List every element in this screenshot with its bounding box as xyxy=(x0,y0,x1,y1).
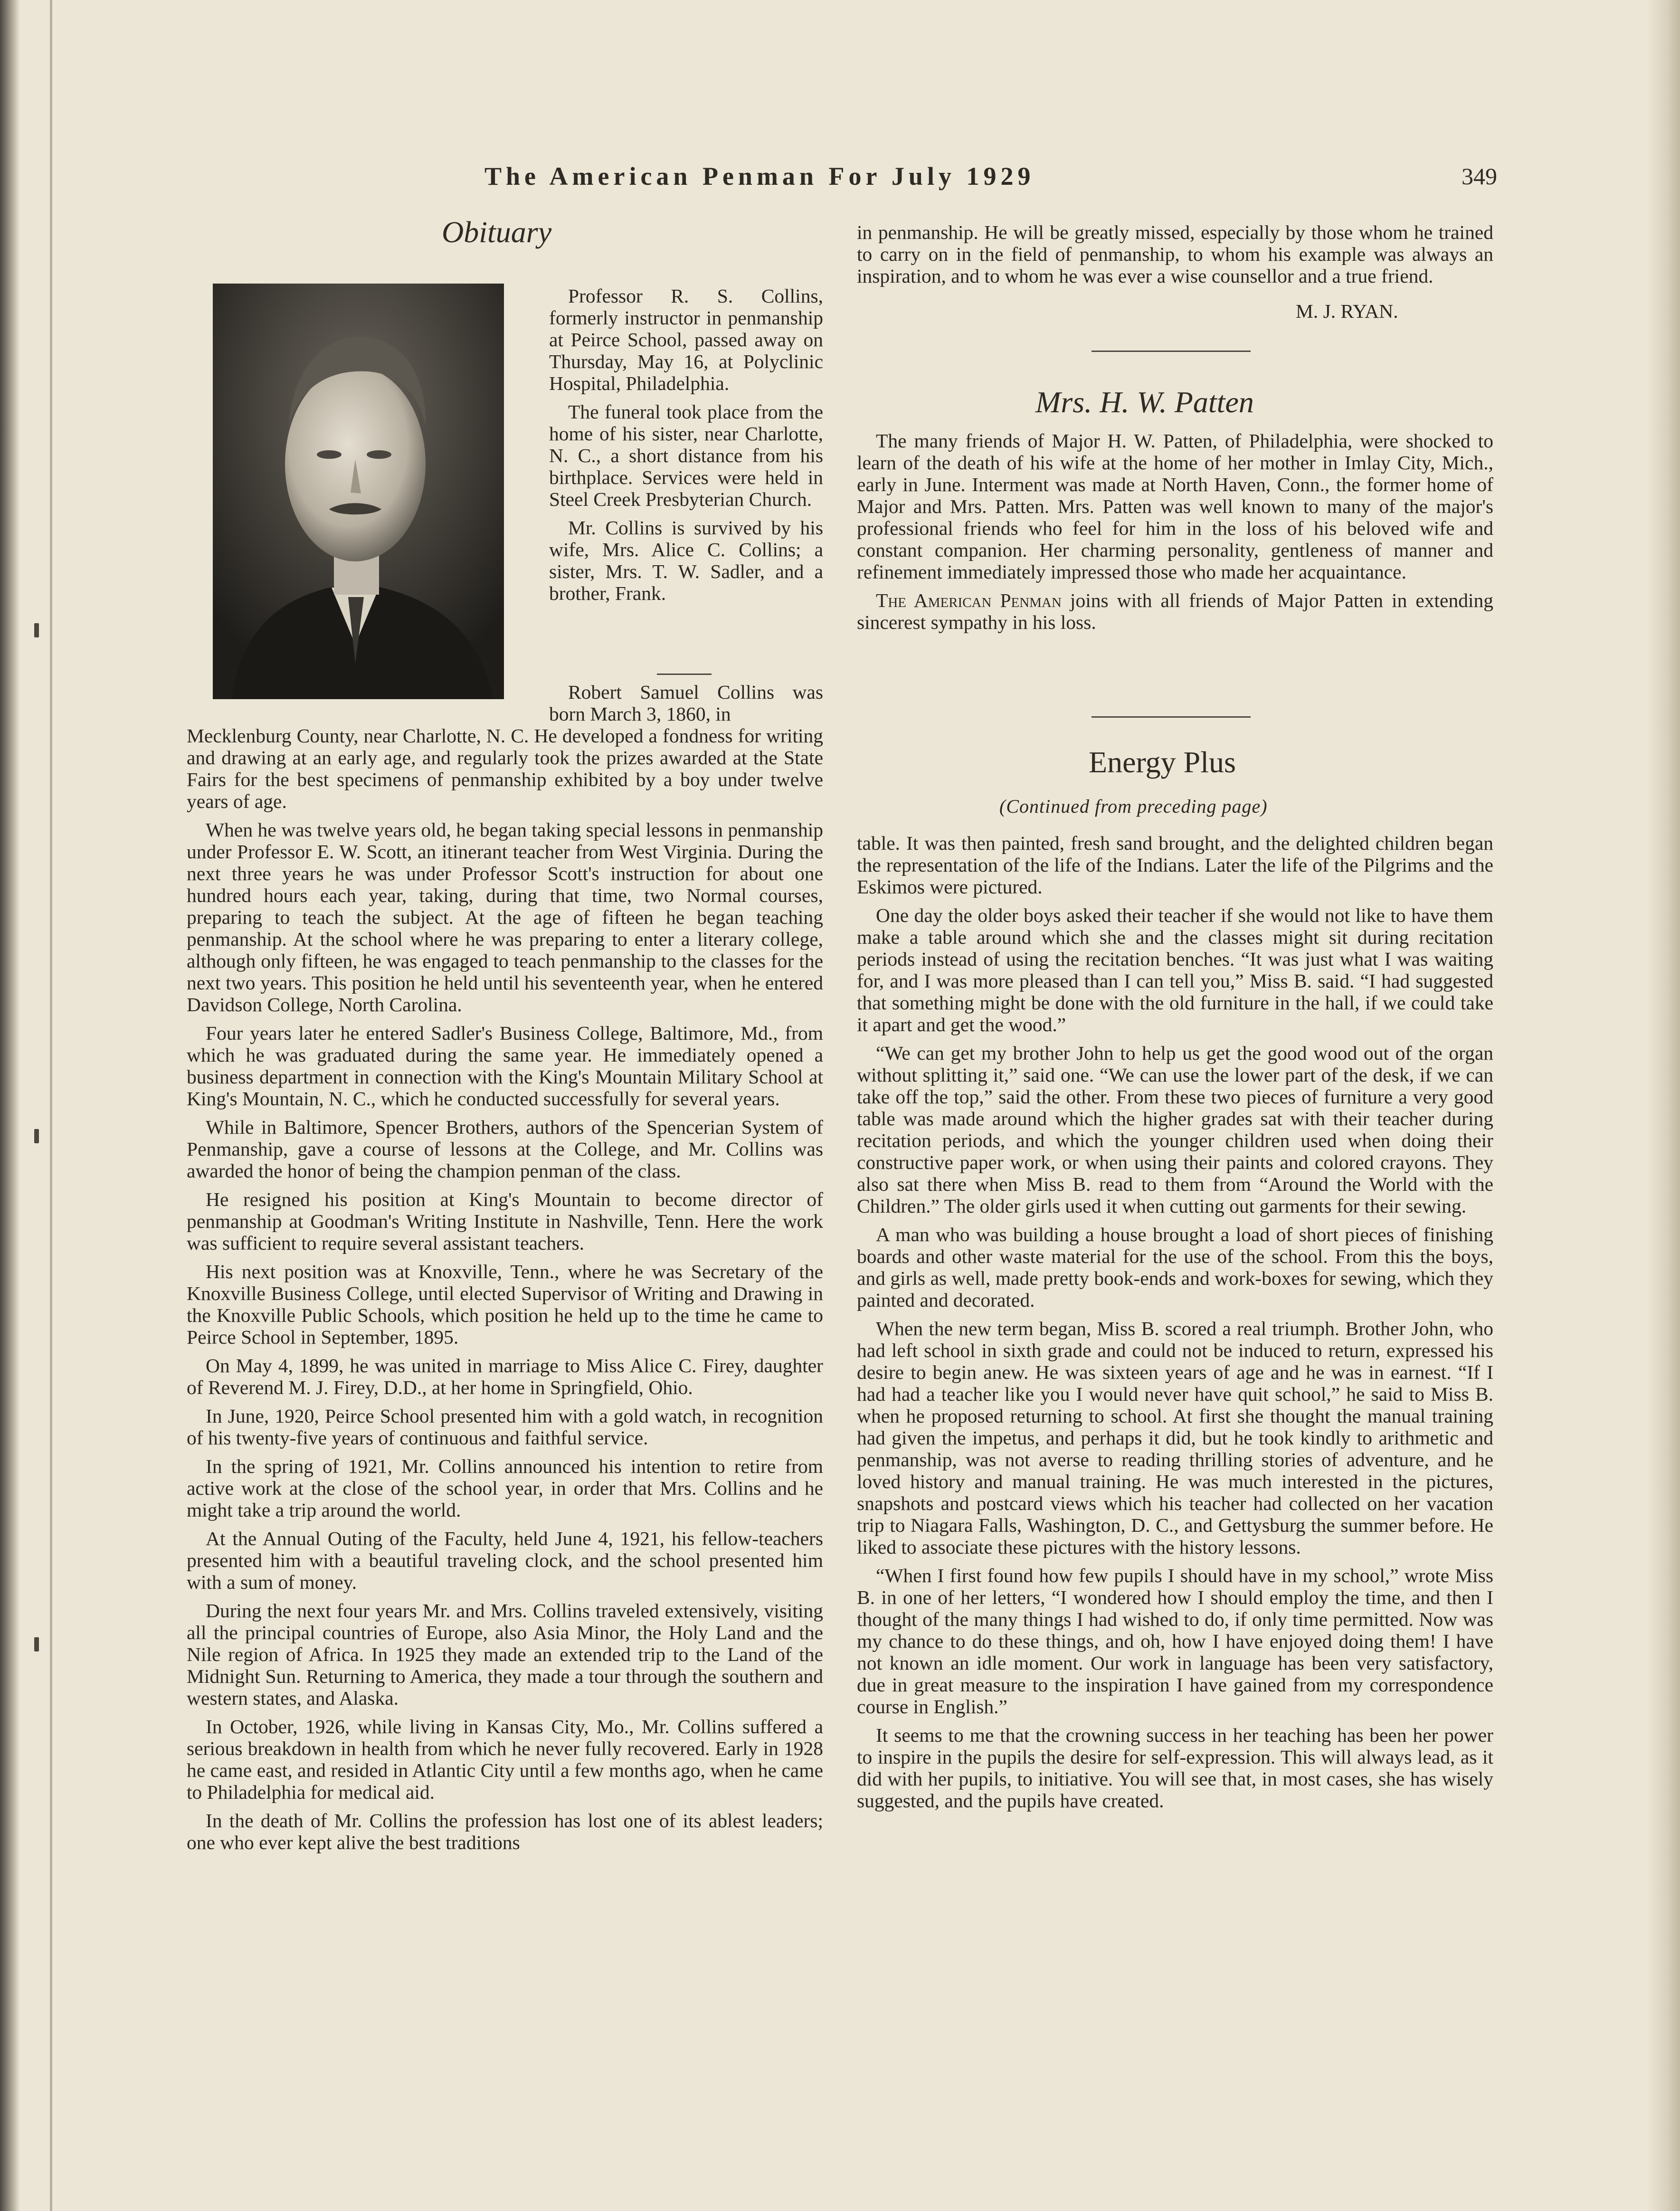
obituary-continued-column xyxy=(857,221,1493,294)
magazine-name: The American Penman xyxy=(876,589,1062,611)
obituary-continued-paragraph: in penmanship. He will be greatly missed, especially by those whom he trained to carry on in the field of penmanship, to whom his example was always an inspiration, and to whom he was ever a wise counsellor and a true friend. xyxy=(857,221,1493,287)
energy-paragraph: “We can get my brother John to help us get the good wood out of the organ without splitting it,” said one. “We can use the lower part of the desk, if we can take off the top,” said the other. From these two pieces of furniture a very good table was made around which the higher grades sat with their teacher during recitation periods, and which the younger children used when doing their constructive paper work, or when using their paints and colored crayons. They also sat there when Miss B. read to them from “Around the World with the Children.” The older girls used it when cutting out garments for their sewing. xyxy=(857,1042,1493,1217)
obituary-paragraph: His next position was at Knoxville, Tenn., where he was Secretary of the Knoxville Business College, until elected Supervisor of Writing and Drawing in the Knoxville Public Schools, which position he held up to the time he came to Peirce School in September, 1895. xyxy=(187,1261,823,1348)
obituary-paragraph: In October, 1926, while living in Kansas City, Mo., Mr. Collins suffered a serious breakdown in health from which he never fully recovered. Early in 1928 he came east, and resided in Atlantic City until a few months ago, when he came to Philadelphia for medical aid. xyxy=(187,1716,823,1803)
patten-heading: Mrs. H. W. Patten xyxy=(1035,385,1254,419)
patten-paragraph-text: joins with all friends of Major Patten in extending sincerest sympathy in his loss. xyxy=(857,589,1494,633)
obituary-paragraph: Robert Samuel Collins was born March 3, 1860, in xyxy=(549,681,823,725)
patten-column xyxy=(857,430,1493,640)
page-number: 349 xyxy=(1462,163,1497,190)
patten-paragraph: The many friends of Major H. W. Patten, of Philadelphia, were shocked to learn of the death of his wife at the home of her mother in Imlay City, Mich., early in June. Interment was made at North Haven, Conn., the former home of Major and Mrs. Patten. Mrs. Patten was well known to many of the major's professional friends who feel for him in the loss of his beloved wife and constant companion. Her charming personality, gentleness of manner and refinement immediately impressed those who made her acquaintance. xyxy=(857,430,1493,583)
margin-mark xyxy=(34,1637,39,1651)
obituary-body-column xyxy=(187,725,823,1860)
portrait-photo xyxy=(213,284,504,699)
energy-paragraph: It seems to me that the crowning success in her teaching has been her power to inspire in the pupils the desire for self-expression. This will always lead, as it did with her pupils, to initiative. You will see that, in most cases, she has wisely suggested, and the pupils have created. xyxy=(857,1724,1493,1812)
margin-mark xyxy=(34,623,39,637)
section-divider xyxy=(657,674,712,675)
page-edge-shadow xyxy=(1647,0,1680,2211)
gutter-shadow-line xyxy=(50,0,52,2211)
energy-paragraph: A man who was building a house brought a load of short pieces of finishing boards and other waste material for the use of the school. From this the boys, and girls as well, made pretty book-ends and work-boxes for sewing, which they painted and decorated. xyxy=(857,1224,1493,1311)
margin-mark xyxy=(34,1129,39,1143)
obituary-paragraph: He resigned his position at King's Mountain to become director of penmanship at Goodman's Writing Institute in Nashville, Tenn. Here the work was sufficient to require several assistant teachers. xyxy=(187,1188,823,1254)
born-paragraph-start xyxy=(549,681,823,731)
obituary-paragraph: On May 4, 1899, he was united in marriage to Miss Alice C. Firey, daughter of Reverend M. J. Firey, D.D., at her home in Springfield, Ohio. xyxy=(187,1355,823,1398)
running-head: The American Penman For July 1929 xyxy=(484,162,1035,190)
obituary-intro-paragraph: The funeral took place from the home of his sister, near Charlotte, N. C., a short distance from his birthplace. Services were held in Steel Creek Presbyterian Church. xyxy=(549,401,823,510)
energy-paragraph: “When I first found how few pupils I should have in my school,” wrote Miss B. in one of her letters, “I wondered how I should employ the time, and then I thought of the many things I had wished to do, if only time permitted. Now was my chance to do these things, and oh, how I have enjoyed doing them! I have not known an idle moment. Our work in language has been very satisfactory, due in great measure to the inspiration I have gained from my correspondence course in English.” xyxy=(857,1565,1493,1718)
energy-subheading: (Continued from preceding page) xyxy=(999,796,1268,817)
obituary-intro-column xyxy=(549,285,823,611)
energy-heading: Energy Plus xyxy=(1089,745,1236,779)
portrait-photo-graphic xyxy=(213,284,504,699)
obituary-paragraph: In June, 1920, Peirce School presented him with a gold watch, in recognition of his twenty-five years of continuous and faithful service. xyxy=(187,1405,823,1449)
obituary-paragraph: In the spring of 1921, Mr. Collins announced his intention to retire from active work at the close of the school year, in order that Mrs. Collins and he might take a trip around the world. xyxy=(187,1455,823,1521)
obituary-intro-paragraph: Mr. Collins is survived by his wife, Mrs. Alice C. Collins; a sister, Mrs. T. W. Sadler, and a brother, Frank. xyxy=(549,517,823,604)
obituary-paragraph: At the Annual Outing of the Faculty, held June 4, 1921, his fellow-teachers presented him with a beautiful traveling clock, and the school presented him with a sum of money. xyxy=(187,1528,823,1593)
obituary-paragraph: Mecklenburg County, near Charlotte, N. C. He developed a fondness for writing and drawing at an early age, and regularly took the prizes awarded at the State Fairs for the best specimens of penmanship exhibited by a boy under twelve years of age. xyxy=(187,725,823,812)
obituary-paragraph: When he was twelve years old, he began taking special lessons in penmanship under Professor E. W. Scott, an itinerant teacher from West Virginia. During the next three years he was under Professor Scott's instruction for about one hundred hours each year, taking, during that time, two Normal courses, preparing to teach the subject. At the age of fifteen he began teaching penmanship. At the school where he was preparing to enter a literary college, although only fifteen, he was engaged to teach penmanship to the classes for the next two years. This position he held until his seventeenth year, when he entered Davidson College, North Carolina. xyxy=(187,819,823,1015)
section-divider xyxy=(1092,351,1251,352)
obituary-heading: Obituary xyxy=(442,215,552,249)
obituary-paragraph: During the next four years Mr. and Mrs. Collins traveled extensively, visiting all the principal countries of Europe, also Asia Minor, the Holy Land and the Nile region of Africa. In 1925 they made an extended trip to the Land of the Midnight Sun. Returning to America, they made a tour through the southern and western states, and Alaska. xyxy=(187,1600,823,1709)
obituary-paragraph: In the death of Mr. Collins the profession has lost one of its ablest leaders; one who ever kept alive the best traditions xyxy=(187,1810,823,1853)
energy-paragraph: table. It was then painted, fresh sand brought, and the delighted children began the representation of the life of the Indians. Later the life of the Pilgrims and the Eskimos were pictured. xyxy=(857,832,1493,898)
obituary-paragraph: While in Baltimore, Spencer Brothers, authors of the Spencerian System of Penmanship, gave a course of lessons at the College, and Mr. Collins was awarded the honor of being the champion penman of the class. xyxy=(187,1116,823,1182)
energy-paragraph: One day the older boys asked their teacher if she would not like to have them make a table around which she and the classes might sit during recitation periods instead of using the recitation benches. “It was just what I was waiting for, and I was more pleased than I can tell you,” Miss B. said. “I had suggested that something might be done with the old furniture in the hall, if we could take it apart and get the wood.” xyxy=(857,904,1493,1035)
obituary-paragraph: Four years later he entered Sadler's Business College, Baltimore, Md., from which he was graduated during the same year. He immediately opened a business department in connection with the King's Mountain Military School at King's Mountain, N. C., which he conducted successfully for several years. xyxy=(187,1022,823,1110)
obituary-intro-paragraph: Professor R. S. Collins, formerly instructor in penmanship at Peirce School, passed away on Thursday, May 16, at Polyclinic Hospital, Philadelphia. xyxy=(549,285,823,394)
obituary-signature: M. J. RYAN. xyxy=(1296,300,1398,322)
binding-gutter xyxy=(0,0,20,2211)
section-divider xyxy=(1092,716,1251,718)
energy-column xyxy=(857,832,1493,1818)
patten-paragraph xyxy=(857,589,1493,633)
energy-paragraph: When the new term began, Miss B. scored a real triumph. Brother John, who had left school in sixth grade and could not be induced to return, expressed his desire to begin anew. He was sixteen years of age and he was in earnest. “If I had had a teacher like you I would never have quit school,” he said to Miss B. when he proposed returning to school. At first she thought the manual training had given the impetus, and perhaps it did, but he took kindly to arithmetic and penmanship, was not averse to reading thrilling stories of adventure, and he loved history and manual training. He was much interested in the pictures, snapshots and postcard views which his teacher had collected on her vacation trip to Niagara Falls, Washington, D. C., and Gettysburg the summer before. He liked to associate these pictures with the history lessons. xyxy=(857,1318,1493,1558)
